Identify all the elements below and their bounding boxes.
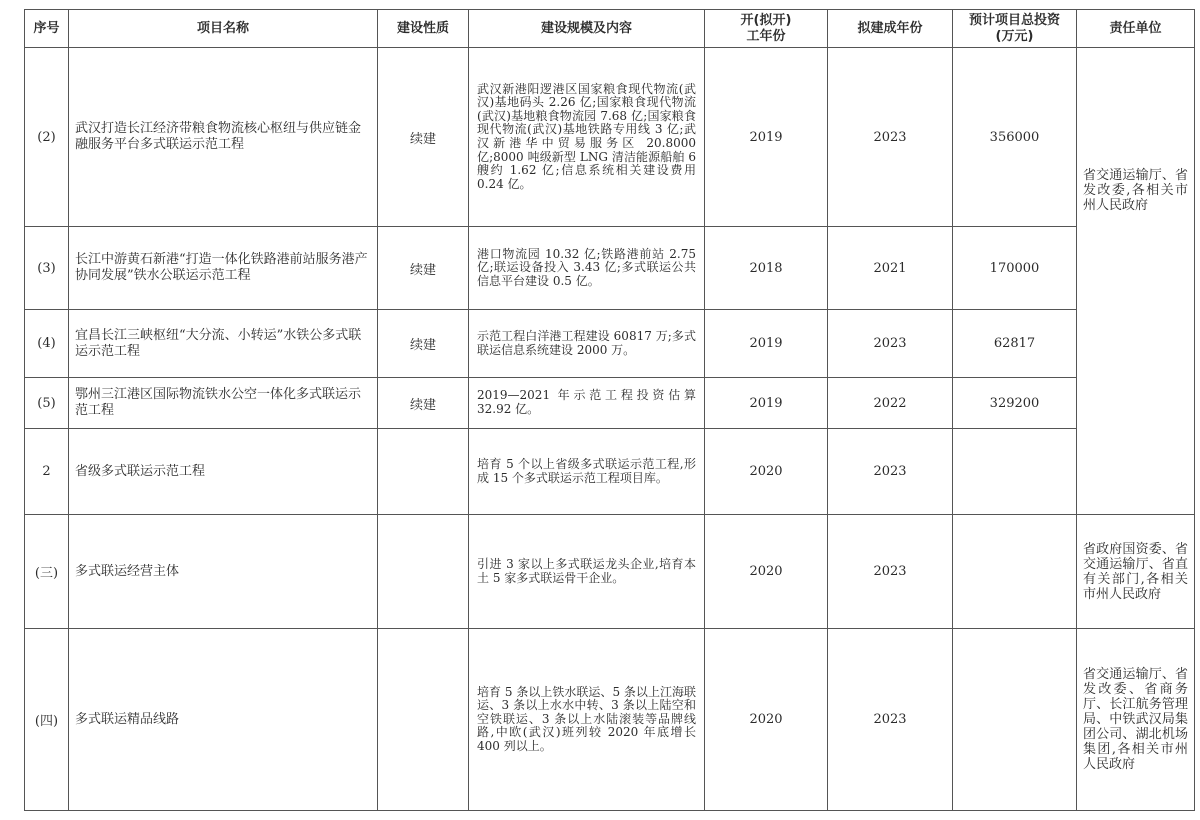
header-scale: 建设规模及内容 [469, 10, 705, 48]
row-finish-year: 2023 [828, 429, 953, 515]
table-row [25, 515, 1195, 629]
header-finish-year: 拟建成年份 [828, 10, 953, 48]
row-scale: 示范工程白洋港工程建设 60817 万;多式联运信息系统建设 2000 万。 [469, 310, 705, 378]
row-scale: 培育 5 条以上铁水联运、5 条以上江海联运、3 条以上水水中转、3 条以上陆空和空铁联运、3 条以上水陆滚装等品牌线路,中欧(武汉)班列较 2020 年底增长 400 列以上。 [469, 629, 705, 811]
table-row [25, 429, 1195, 515]
row-start-year: 2019 [705, 310, 828, 378]
row-nature: 续建 [378, 227, 469, 310]
header-seq: 序号 [25, 10, 69, 48]
row-scale: 武汉新港阳逻港区国家粮食现代物流(武汉)基地码头 2.26 亿;国家粮食现代物流(武汉)基地粮食物流园 7.68 亿;国家粮食现代物流(武汉)基地铁路专用线 3 亿;武汉新港华中贸易服务区 20.8000 亿;8000 吨级新型 LNG 清洁能源船舶 6 艘约 1.62 亿;信息系统相关建设费用 0.24 亿。 [469, 48, 705, 227]
row-scale: 引进 3 家以上多式联运龙头企业,培育本土 5 家多式联运骨干企业。 [469, 515, 705, 629]
row-finish-year: 2021 [828, 227, 953, 310]
row-finish-year: 2023 [828, 310, 953, 378]
table-row [25, 227, 1195, 310]
table-row [25, 378, 1195, 429]
row-responsible-unit: 省政府国资委、省交通运输厅、省直有关部门,各相关市州人民政府 [1077, 515, 1195, 629]
row-project-name: 长江中游黄石新港“打造一体化铁路港前站服务港产协同发展”铁水公联运示范工程 [69, 227, 378, 310]
row-responsible-unit: 省交通运输厅、省发改委,各相关市州人民政府 [1077, 48, 1195, 515]
row-seq: 2 [25, 429, 69, 515]
row-finish-year: 2023 [828, 48, 953, 227]
row-investment [953, 429, 1077, 515]
row-scale: 2019—2021 年示范工程投资估算 32.92 亿。 [469, 378, 705, 429]
row-project-name: 鄂州三江港区国际物流铁水公空一体化多式联运示范工程 [69, 378, 378, 429]
table-row [25, 629, 1195, 811]
row-nature: 续建 [378, 310, 469, 378]
row-investment: 329200 [953, 378, 1077, 429]
header-investment [953, 10, 1077, 48]
row-investment: 356000 [953, 48, 1077, 227]
table-header-row [25, 10, 1195, 48]
row-nature [378, 429, 469, 515]
row-finish-year: 2023 [828, 515, 953, 629]
row-investment [953, 629, 1077, 811]
row-seq: (2) [25, 48, 69, 227]
header-investment-line1: 预计项目总投资 [968, 12, 1060, 28]
row-project-name: 多式联运经营主体 [69, 515, 378, 629]
row-project-name: 武汉打造长江经济带粮食物流核心枢纽与供应链金融服务平台多式联运示范工程 [69, 48, 378, 227]
row-nature: 续建 [378, 378, 469, 429]
project-table [24, 9, 1195, 811]
row-start-year: 2020 [705, 515, 828, 629]
row-investment [953, 515, 1077, 629]
row-finish-year: 2022 [828, 378, 953, 429]
row-responsible-unit: 省交通运输厅、省发改委、省商务厅、长江航务管理局、中铁武汉局集团公司、湖北机场集团,各相关市州人民政府 [1077, 629, 1195, 811]
row-nature: 续建 [378, 48, 469, 227]
row-investment: 62817 [953, 310, 1077, 378]
row-seq: (三) [25, 515, 69, 629]
row-seq: (4) [25, 310, 69, 378]
header-start-year [705, 10, 828, 48]
header-investment-line2: (万元) [995, 28, 1034, 44]
row-seq: (5) [25, 378, 69, 429]
header-start-line1: 开(拟开) [740, 12, 792, 28]
table-row [25, 310, 1195, 378]
row-start-year: 2018 [705, 227, 828, 310]
row-nature [378, 629, 469, 811]
row-start-year: 2020 [705, 429, 828, 515]
row-investment: 170000 [953, 227, 1077, 310]
row-scale: 培育 5 个以上省级多式联运示范工程,形成 15 个多式联运示范工程项目库。 [469, 429, 705, 515]
table-row [25, 48, 1195, 227]
row-scale: 港口物流园 10.32 亿;铁路港前站 2.75 亿;联运设备投入 3.43 亿;多式联运公共信息平台建设 0.5 亿。 [469, 227, 705, 310]
row-project-name: 省级多式联运示范工程 [69, 429, 378, 515]
row-seq: (3) [25, 227, 69, 310]
header-nature: 建设性质 [378, 10, 469, 48]
row-project-name: 多式联运精品线路 [69, 629, 378, 811]
row-nature [378, 515, 469, 629]
row-finish-year: 2023 [828, 629, 953, 811]
header-start-line2: 工年份 [746, 28, 786, 44]
row-seq: (四) [25, 629, 69, 811]
header-project-name: 项目名称 [69, 10, 378, 48]
row-start-year: 2019 [705, 378, 828, 429]
header-responsible-unit: 责任单位 [1077, 10, 1195, 48]
row-project-name: 宜昌长江三峡枢纽“大分流、小转运”水铁公多式联运示范工程 [69, 310, 378, 378]
row-start-year: 2020 [705, 629, 828, 811]
row-start-year: 2019 [705, 48, 828, 227]
